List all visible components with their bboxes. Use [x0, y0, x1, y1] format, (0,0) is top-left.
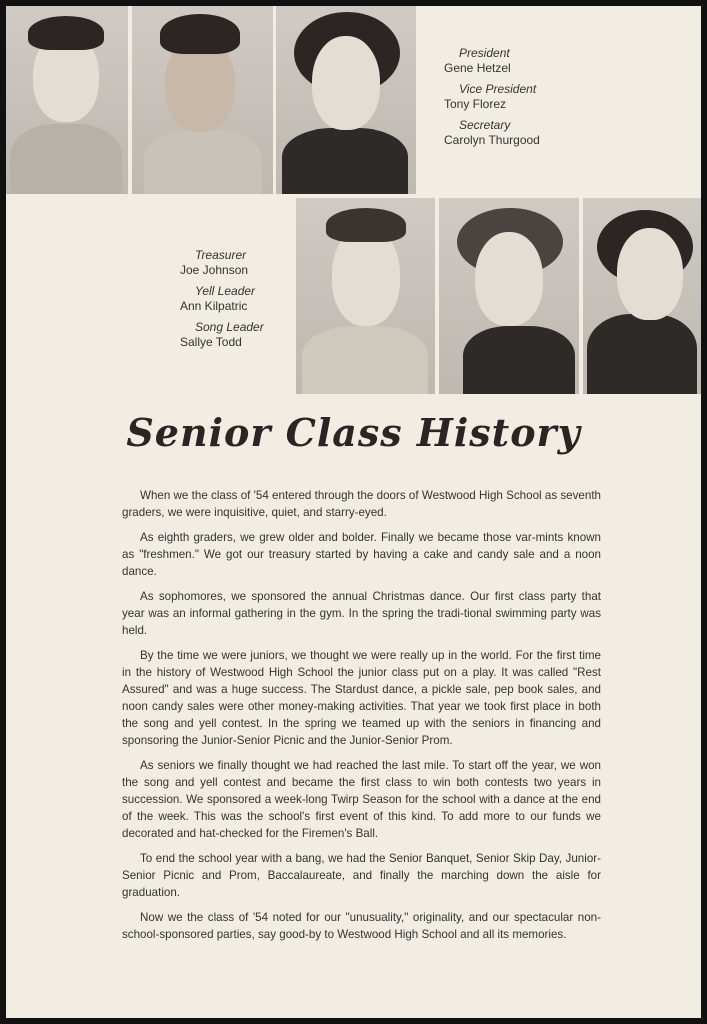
officers-list-bottom — [180, 248, 264, 356]
officer-role: Yell Leader — [195, 284, 256, 298]
history-paragraph: As sophomores, we sponsored the annual Christmas dance. Our first class party that year was an informal gathering in the gym. In the spring the tradi-tional swimming party was held. — [122, 590, 601, 637]
yearbook-page — [6, 6, 701, 1018]
officer-name: Sallye Todd — [180, 335, 242, 349]
history-paragraph: By the time we were juniors, we thought we were really up in the world. For the first time in the history of Westwood High School the junior class put on a play. It was called "Rest Assured" and was a huge success. The Stardust dance, a pickle sale, pep book sales, and noon candy sales were other money-making activities. That year we took first place in both the song and yell contest. In the spring we teamed up with the seniors in financing and sponsoring the Junior-Senior Picnic and the Junior-Senior Prom. — [122, 649, 601, 747]
officer-name: Tony Florez — [444, 97, 507, 111]
history-paragraph: To end the school year with a bang, we had the Senior Banquet, Senior Skip Day, Junior-Senior Picnic and Prom, Baccalaureate, and finally the marching down the aisle for graduation. — [122, 852, 601, 899]
portrait-photo-president — [6, 6, 128, 194]
officer-role: Vice President — [459, 82, 537, 96]
officer-role: Treasurer — [195, 248, 247, 262]
history-paragraph: When we the class of '54 entered through the doors of Westwood High School as seventh graders, we were inquisitive, quiet, and starry-eyed. — [122, 489, 601, 519]
portrait-photo-vice-president — [132, 6, 273, 194]
history-paragraph: As seniors we finally thought we had reached the last mile. To start off the year, we won the song and yell contest and became the first class to win both contests two years in succession. We sponsored a week-long Twirp Season for the school with a dance at the end of the week. This was the school's first event of this kind. To add more to our funds we decorated and hat-checked for the Firemen's Ball. — [122, 759, 601, 840]
history-paragraph: Now we the class of '54 noted for our "unusuality," originality, and our spectacular non-school-sponsored parties, say good-by to Westwood High School and all its memories. — [122, 911, 601, 941]
officer-role: President — [459, 46, 510, 60]
officer-role: Song Leader — [195, 320, 264, 334]
officers-list-top — [444, 46, 540, 154]
officer-name: Carolyn Thurgood — [444, 133, 540, 147]
officer-name: Ann Kilpatric — [180, 299, 248, 313]
officer-role: Secretary — [459, 118, 511, 132]
portrait-photo-secretary — [276, 6, 416, 194]
history-paragraph: As eighth graders, we grew older and bolder. Finally we became those var-mints known as "freshmen." We got our treasury started by having a cake and candy sale and a noon dance. — [122, 531, 601, 578]
page-title: Senior Class History — [126, 410, 581, 455]
officer-name: Joe Johnson — [180, 263, 249, 277]
portrait-photo-treasurer — [296, 198, 435, 394]
history-text — [122, 487, 601, 951]
portrait-photo-song-leader — [583, 198, 701, 394]
portrait-photo-yell-leader — [439, 198, 579, 394]
officer-name: Gene Hetzel — [444, 61, 511, 75]
